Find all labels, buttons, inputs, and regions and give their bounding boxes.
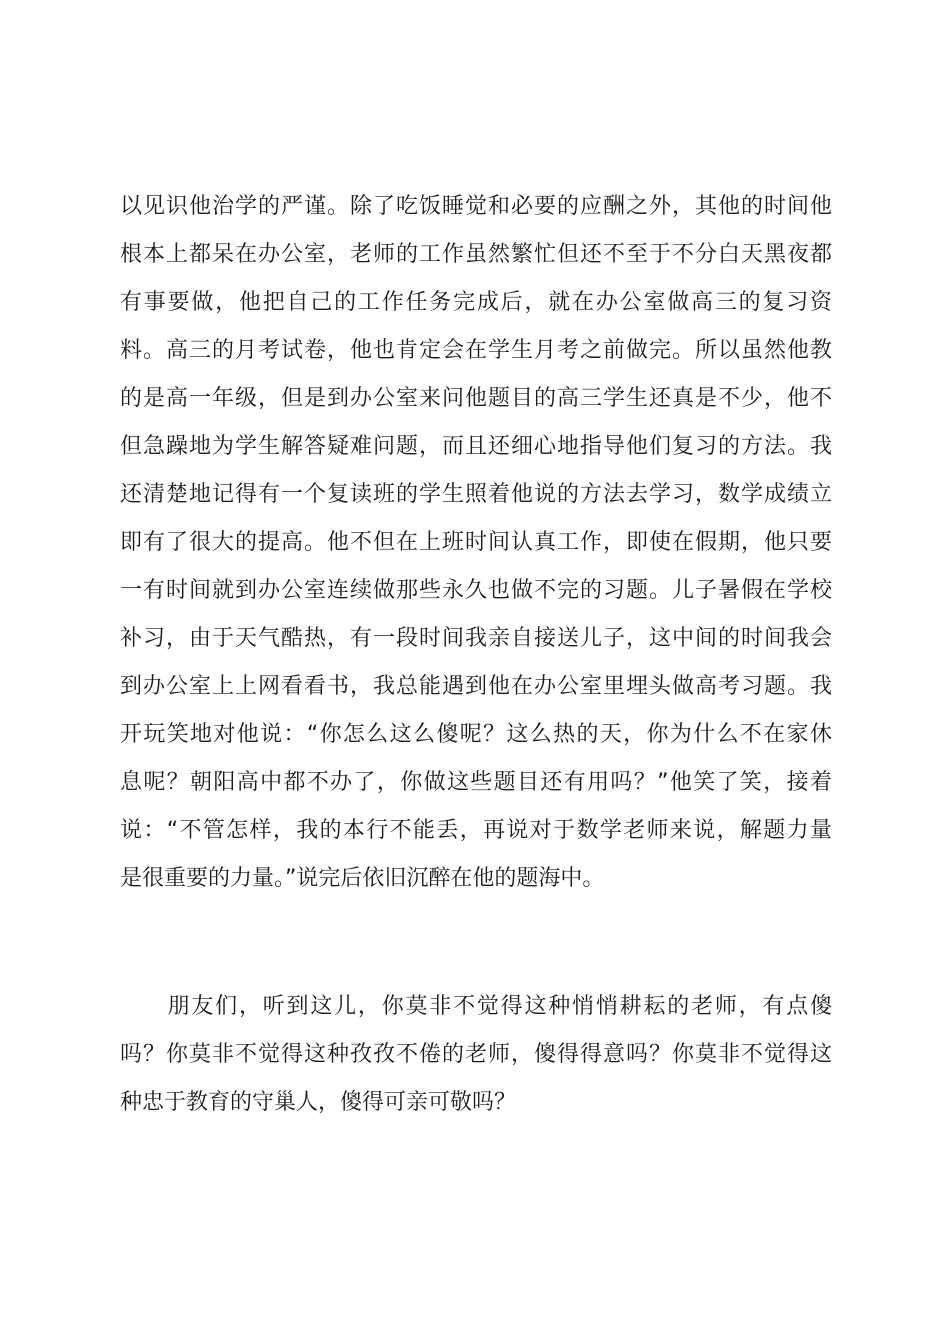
text-line: 一有时间就到办公室连续做那些永久也做不完的习题。儿子暑假在学校 bbox=[120, 578, 832, 603]
text-line: 补习，由于天气酷热，有一段时间我亲自接送儿子，这中间的时间我会 bbox=[120, 626, 832, 651]
text-line: 种忠于教育的守巢人，傻得可亲可敬吗？ bbox=[120, 1090, 517, 1115]
text-line: 息呢？朝阳高中都不办了，你做这些题目还有用吗？”他笑了笑，接着 bbox=[120, 770, 832, 795]
text-line: 的是高一年级，但是到办公室来问他题目的高三学生还真是不少，他不 bbox=[120, 386, 832, 411]
text-line: 说：“不管怎样，我的本行不能丢，再说对于数学老师来说，解题力量 bbox=[120, 818, 832, 843]
text-line: 但急躁地为学生解答疑难问题，而且还细心地指导他们复习的方法。我 bbox=[120, 434, 832, 459]
text-line: 是很重要的力量。”说完后依旧沉醉在他的题海中。 bbox=[120, 866, 605, 891]
text-line: 吗？你莫非不觉得这种孜孜不倦的老师，傻得得意吗？你莫非不觉得这 bbox=[120, 1042, 832, 1067]
text-line: 开玩笑地对他说：“你怎么这么傻呢？这么热的天，你为什么不在家休 bbox=[120, 722, 832, 747]
text-line: 即有了很大的提高。他不但在上班时间认真工作，即使在假期，他只要 bbox=[120, 530, 832, 555]
text-line: 朋友们，听到这儿，你莫非不觉得这种悄悄耕耘的老师，有点傻 bbox=[120, 994, 832, 1019]
text-line: 有事要做，他把自己的工作任务完成后，就在办公室做高三的复习资 bbox=[120, 290, 832, 315]
text-line: 还清楚地记得有一个复读班的学生照着他说的方法去学习，数学成绩立 bbox=[120, 482, 832, 507]
text-line: 以见识他治学的严谨。除了吃饭睡觉和必要的应酬之外，其他的时间他 bbox=[120, 194, 832, 219]
text-line: 到办公室上上网看看书，我总能遇到他在办公室里埋头做高考习题。我 bbox=[120, 674, 832, 699]
text-line: 料。高三的月考试卷，他也肯定会在学生月考之前做完。所以虽然他教 bbox=[120, 338, 832, 363]
text-line: 根本上都呆在办公室，老师的工作虽然繁忙但还不至于不分白天黑夜都 bbox=[120, 242, 832, 267]
